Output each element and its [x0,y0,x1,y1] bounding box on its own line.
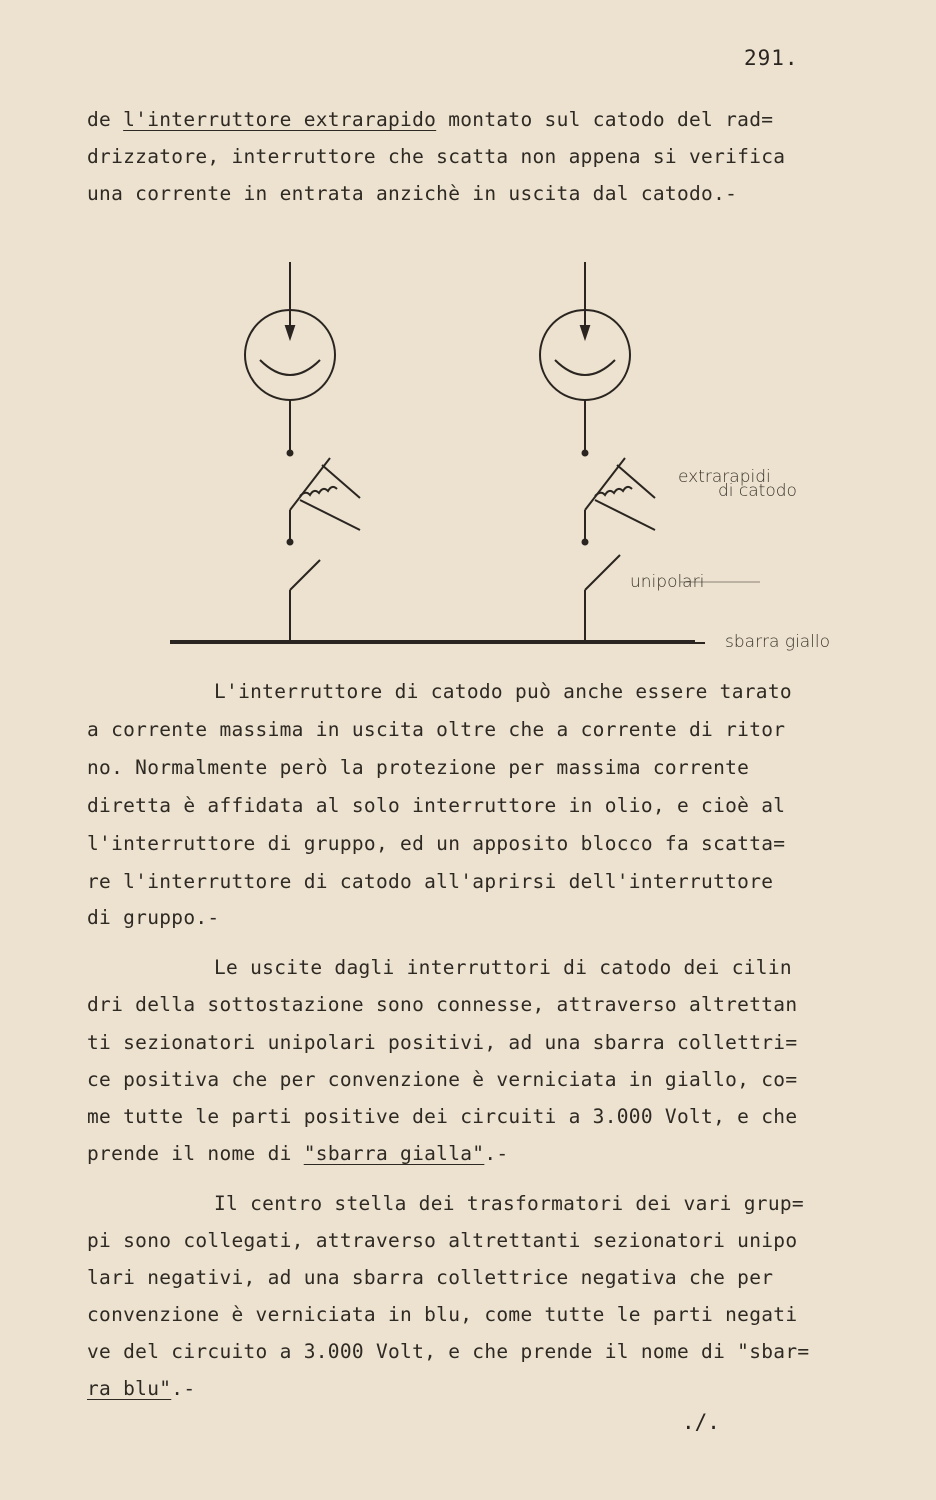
label-sbarra-giallo: sbarra giallo [725,632,831,652]
para3-line6 [87,1142,508,1165]
extrarapid-switch-right [583,458,656,545]
label-di-catodo: di catodo [718,481,797,501]
para3-line5: me tutte le parti positive dei circuiti a 3.000 Volt, e che [87,1105,798,1128]
para2-line1: L'interruttore di catodo può anche essere tarato [214,680,792,703]
rectifier-right [540,262,630,456]
rectifier-left [245,262,335,456]
disconnector-right [585,555,620,640]
para2-line7: di gruppo.- [87,906,220,929]
para4-line1: Il centro stella dei trasformatori dei vari grup= [214,1192,804,1215]
underlined-term: l'interruttore extrarapido [123,108,437,131]
para3-line2: dri della sottostazione sono connesse, attraverso altrettan [87,993,798,1016]
para1-line2: drizzatore, interruttore che scatta non appena si verifica [87,145,786,168]
para2-line4: diretta è affidata al solo interruttore in olio, e cioè al [87,794,786,817]
para2-line5: l'interruttore di gruppo, ed un apposito blocco fa scatta= [87,832,786,855]
label-unipolari: unipolari [630,572,705,592]
para3-line3: ti sezionatori unipolari positivi, ad una sbarra collettri= [87,1031,798,1054]
underlined-term: ra blu" [87,1377,172,1400]
disconnector-left [290,560,320,640]
text: montato sul catodo del rad= [436,108,774,131]
para3-line4: ce positiva che per convenzione è verniciata in giallo, co= [87,1068,798,1091]
page-number: 291. [744,46,799,70]
para4-line6 [87,1377,195,1400]
label-extrarapidi: extrarapidi [678,467,771,487]
para3-line1: Le uscite dagli interruttori di catodo dei cilin [214,956,792,979]
extrarapid-switch-left [288,458,361,545]
para4-line3: lari negativi, ad una sbarra collettrice negativa che per [87,1266,774,1289]
text: .- [171,1377,196,1400]
para4-line4: convenzione è verniciata in blu, come tutte le parti negati [87,1303,798,1326]
text: .- [484,1142,509,1165]
para4-line5: ve del circuito a 3.000 Volt, e che prende il nome di "sbar= [87,1340,810,1363]
para1-line3: una corrente in entrata anzichè in uscita dal catodo.- [87,182,738,205]
underlined-term: "sbarra gialla" [303,1142,485,1165]
para4-line2: pi sono collegati, attraverso altrettanti sezionatori unipo [87,1229,798,1252]
para2-line6: re l'interruttore di catodo all'aprirsi dell'interruttore [87,870,774,893]
circuit-diagram [160,250,860,670]
continuation-mark: ./. [682,1410,720,1434]
para1-line1 [87,108,773,131]
text: de [87,108,124,131]
text: prende il nome di [87,1142,304,1165]
para2-line2: a corrente massima in uscita oltre che a corrente di ritor [87,718,786,741]
para2-line3: no. Normalmente però la protezione per massima corrente [87,756,750,779]
